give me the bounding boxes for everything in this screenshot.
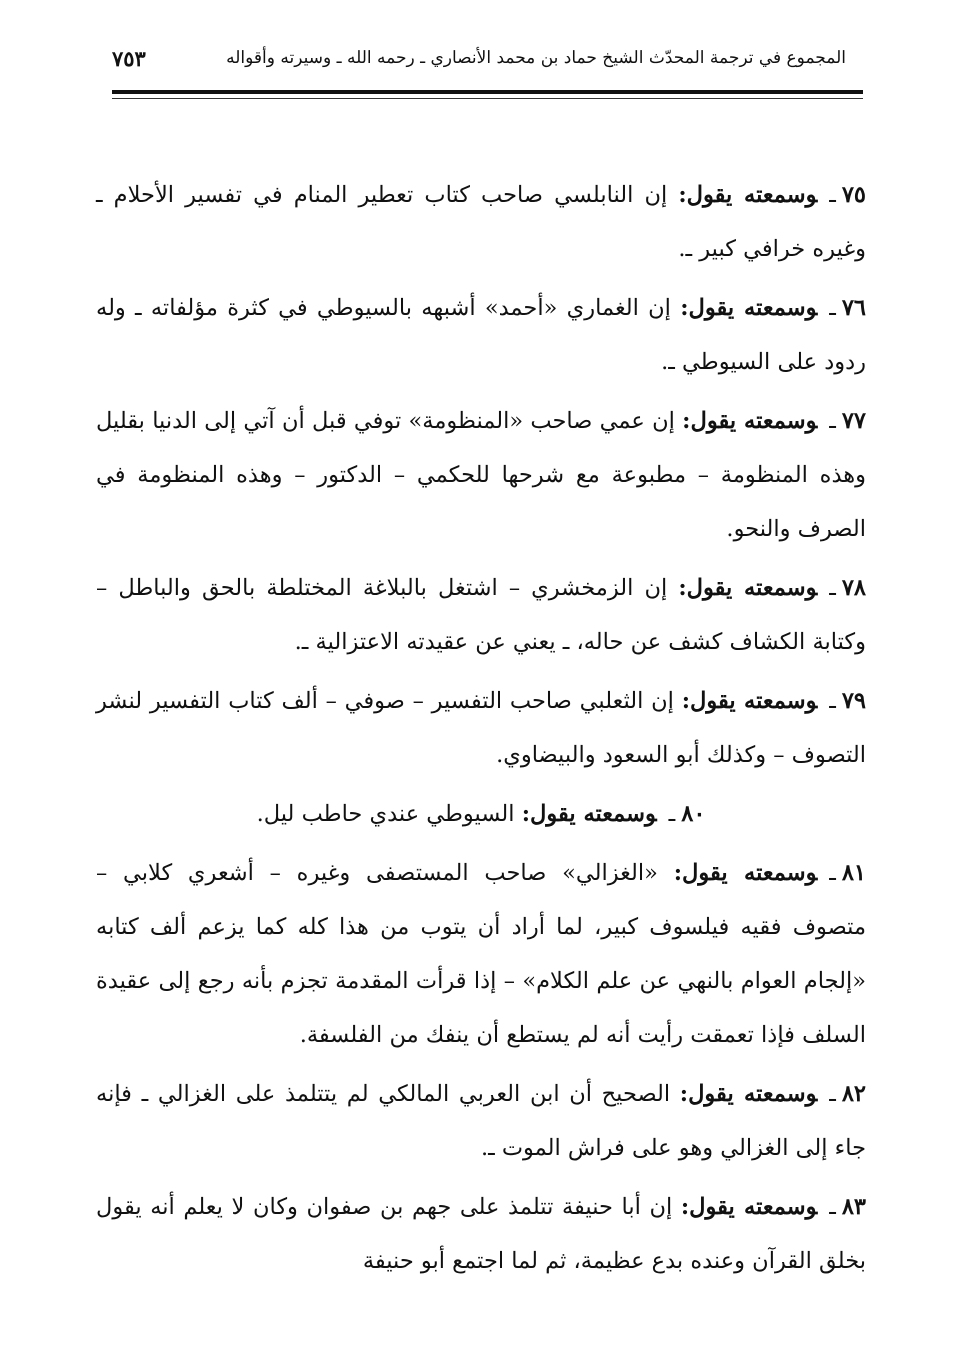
item-dash: ـ: [668, 801, 676, 827]
said-phrase: وسمعته يقول:: [681, 688, 818, 714]
page-header: [112, 38, 846, 78]
item-number: ٨٢: [841, 1081, 866, 1107]
item-number: ٧٨: [841, 575, 866, 601]
paragraph-text: إن النابلسي صاحب كتاب تعطير المنام في تفسير الأحلام ـ وغيره خرافي كبير ـ.: [96, 182, 866, 262]
item-dash: ـ: [829, 1081, 836, 1107]
page-number: ٧٥٣: [112, 45, 146, 71]
said-phrase: وسمعته يقول:: [678, 575, 818, 601]
said-phrase: وسمعته يقول:: [682, 408, 818, 434]
item-dash: ـ: [829, 688, 836, 714]
item-number: ٨١: [841, 860, 867, 886]
item-number: ٧٧: [841, 408, 866, 434]
paragraph-79: [96, 674, 866, 782]
paragraph-text: إن الغماري «أحمد» أشبهه بالسيوطي في كثرة مؤلفاته ـ وله ردود على السيوطي ـ.: [96, 295, 866, 375]
paragraph-text: إن عمي صاحب «المنظومة» توفي قبل أن آتي إلى الدنيا بقليل وهذه المنظومة – مطبوعة مع شرحها للحكمي – الدكتور – وهذه المنظومة في الصرف والنحو.: [96, 408, 866, 542]
paragraph-82: [96, 1067, 866, 1175]
item-number: ٨٠: [681, 801, 706, 827]
paragraph-78: [96, 561, 866, 669]
item-number: ٧٩: [841, 688, 866, 714]
paragraph-75: [96, 168, 866, 276]
paragraph-text: الصحيح أن ابن العربي المالكي لم يتتلمذ على الغزالي ـ فإنه جاء إلى الغزالي وهو على فراش الموت ـ.: [96, 1081, 866, 1161]
header-rule-thick: [112, 90, 863, 94]
item-dash: ـ: [829, 860, 836, 886]
said-phrase: وسمعته يقول:: [521, 801, 657, 827]
page-body: [96, 168, 866, 1293]
item-dash: ـ: [829, 575, 836, 601]
paragraph-80: [96, 787, 866, 841]
running-title: المجموع في ترجمة المحدّث الشيخ حماد بن محمد الأنصاري ـ رحمه الله ـ وسيرته وأقواله: [226, 48, 846, 68]
item-number: ٧٦: [841, 295, 866, 321]
header-rule-thin: [112, 98, 863, 99]
item-number: ٨٣: [841, 1194, 866, 1220]
paragraph-83: [96, 1180, 866, 1288]
paragraph-text: إن الزمخشري – اشتغل بالبلاغة المختلطة بالحق والباطل – وكتابة الكشاف كشف عن حاله، ـ يعني عن عقيدته الاعتزالية ـ.: [96, 575, 866, 655]
paragraph-text: إن أبا حنيفة تتلمذ على جهم بن صفوان وكان لا يعلم أنه يقول بخلق القرآن وعنده بدع عظيمة، ثم لما اجتمع أبو حنيفة: [96, 1194, 866, 1274]
paragraph-text: إن الثعلبي صاحب التفسير – صوفي – ألف كتاب التفسير لنشر التصوف – وكذلك أبو السعود والبيضاوي.: [96, 688, 866, 768]
item-number: ٧٥: [841, 182, 866, 208]
paragraph-77: [96, 394, 866, 556]
paragraph-text: «الغزالي» صاحب المستصفى وغيره – أشعري كلابي – متصوف فقيه فيلسوف كبير، لما أراد أن يتوب من هذا كله كما يزعم ألف كتابه «إلجام العوام بالنهي عن علم الكلام» – إذا قرأت المقدمة تجزم بأنه رجع إلى عقيدة السلف فإذا تعمقت رأيت أنه لم يستطع أن ينفك من الفلسفة.: [96, 860, 866, 1048]
item-dash: ـ: [829, 182, 836, 208]
item-dash: ـ: [829, 295, 836, 321]
said-phrase: وسمعته يقول:: [673, 860, 818, 886]
item-dash: ـ: [829, 408, 836, 434]
said-phrase: وسمعته يقول:: [680, 295, 818, 321]
paragraph-81: [96, 846, 866, 1062]
said-phrase: وسمعته يقول:: [678, 182, 818, 208]
paragraph-76: [96, 281, 866, 389]
said-phrase: وسمعته يقول:: [680, 1194, 818, 1220]
said-phrase: وسمعته يقول:: [679, 1081, 818, 1107]
item-dash: ـ: [829, 1194, 836, 1220]
paragraph-text: السيوطي عندي حاطب ليل.: [256, 801, 515, 827]
